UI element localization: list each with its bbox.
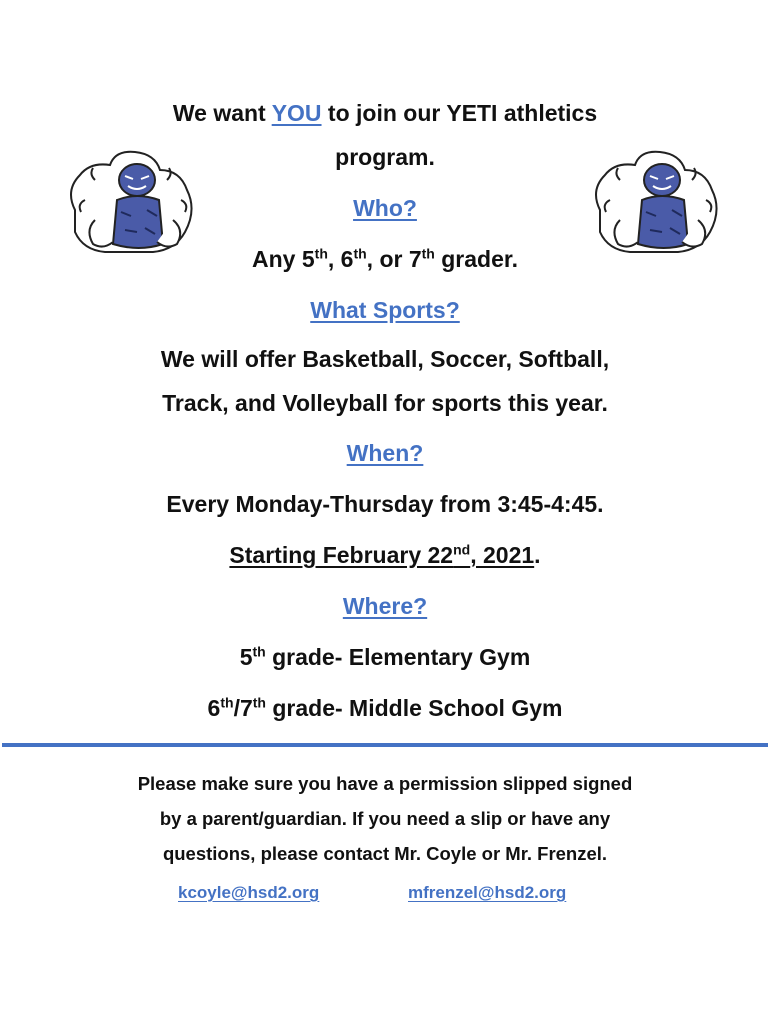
who-text-part: Any 5 [252, 246, 315, 272]
where-part: grade- Middle School Gym [265, 695, 563, 721]
when-schedule: Every Monday-Thursday from 3:45-4:45. [166, 491, 604, 517]
sports-heading: What Sports? [310, 297, 460, 323]
start-date-period: . [534, 542, 541, 568]
intro-suffix: to join our YETI athletics [321, 100, 598, 126]
who-text-part: , or 7 [366, 246, 422, 272]
who-text-part: grader. [434, 246, 518, 272]
section-divider [2, 743, 768, 747]
start-date-part: Starting February 22 [229, 542, 454, 568]
who-heading: Who? [353, 195, 417, 221]
who-text [0, 245, 770, 273]
when-heading: When? [346, 440, 424, 466]
when-start-date [0, 541, 770, 569]
where-part: grade- Elementary Gym [265, 644, 531, 670]
sports-line-2: Track, and Volleyball for sports this year. [162, 390, 608, 416]
where-part: 6 [207, 695, 221, 721]
ordinal-suffix: th [220, 694, 234, 711]
intro-line-2: program. [335, 144, 435, 170]
notice-line-3: questions, please contact Mr. Coyle or Mr. Frenzel. [162, 843, 608, 864]
email-link-frenzel[interactable]: mfrenzel@hsd2.org [408, 883, 567, 902]
where-heading-line [0, 592, 770, 620]
where-line-1 [0, 643, 770, 671]
notice-line-1: Please make sure you have a permission slipped signed [137, 773, 633, 794]
when-heading-line [0, 439, 770, 467]
start-date-underlined [229, 542, 534, 568]
email-link-coyle[interactable]: kcoyle@hsd2.org [178, 883, 320, 902]
who-heading-line [0, 194, 770, 222]
ordinal-suffix: th [252, 643, 266, 660]
ordinal-suffix: th [252, 694, 266, 711]
who-text-part: , 6 [327, 246, 354, 272]
sports-line-1: We will offer Basketball, Soccer, Softball, [160, 346, 610, 372]
ordinal-suffix: th [353, 245, 367, 262]
where-heading: Where? [342, 593, 428, 619]
ordinal-suffix: th [421, 245, 435, 262]
intro-prefix: We want [172, 100, 272, 126]
where-part: /7 [233, 695, 253, 721]
notice-line-2: by a parent/guardian. If you need a slip or have any [159, 808, 611, 829]
sports-heading-line [0, 296, 770, 324]
where-line-2 [0, 694, 770, 722]
intro-line-1 [0, 99, 770, 127]
where-part: 5 [239, 644, 253, 670]
start-date-part: , 2021 [470, 542, 535, 568]
ordinal-suffix: th [314, 245, 328, 262]
you-emphasis: YOU [271, 100, 322, 126]
ordinal-suffix: nd [453, 541, 471, 558]
